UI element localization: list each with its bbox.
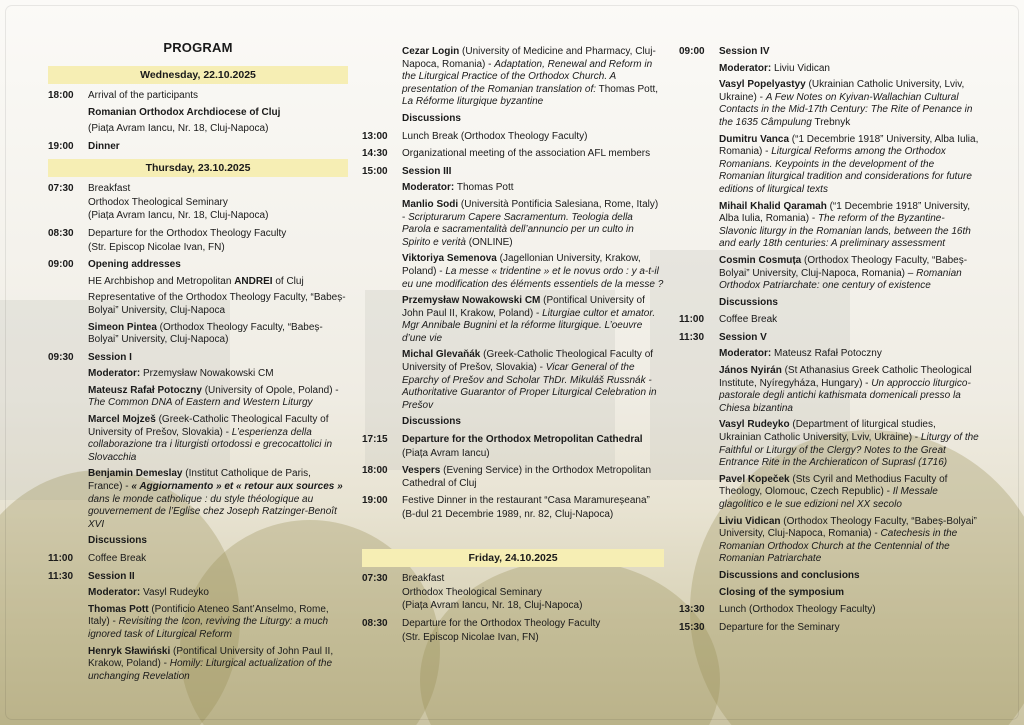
presentation: Cezar Login (University of Medicine and Pharmacy, Cluj-Napoca, Romania) - Adaptation, Renewal and Reform in the Liturgical Practice of the Orthodox Church. A presentation of the Romanian translation of: Thomas Pott, La Réforme liturgique byzantine	[402, 46, 659, 108]
time: 09:00	[679, 46, 705, 57]
time: 08:30	[362, 617, 388, 629]
event: Lunch (Orthodox Theology Faculty)	[719, 604, 876, 616]
presentation: Mihail Khalid Qaramah (“1 Decembrie 1918” University, Alba Iulia, Romania) - The reform of the Byzantine-Slavonic liturgy in the Romanian lands, between the 16th and early 18th centuries: A preliminary assessment	[719, 200, 971, 250]
day-header-friday: Friday, 24.10.2025	[362, 549, 664, 568]
time: 11:00	[679, 314, 705, 326]
schedule-row	[679, 314, 979, 327]
schedule-row	[48, 228, 348, 254]
session-title: Session V	[719, 331, 767, 343]
discussions: Discussions	[402, 112, 461, 124]
presentation: Henryk Sławiński (Pontifical University of John Paul II, Krakow, Poland) - Homily: Liturgical actualization of the unchanging Revelation	[88, 645, 334, 682]
event: Departure for the Orthodox Metropolitan Cathedral	[402, 434, 643, 446]
time: 07:30	[362, 573, 388, 585]
speaker: Simeon Pintea (Orthodox Theology Faculty, “Babeș-Bolyai” University, Cluj-Napoca)	[88, 321, 323, 346]
venue: Orthodox Theological Seminary	[402, 586, 542, 598]
discussions: Discussions	[402, 416, 461, 428]
time: 18:00	[362, 465, 388, 477]
event: Coffee Break	[719, 314, 778, 326]
presentation: János Nyirán (St Athanasius Greek Catholic Theological Institute, Nyíregyháza, Hungary) - Un approccio liturgico-pastorale degli antichi kathismata domenicali presso la Chiesa bizantina	[719, 365, 972, 414]
presentation-block	[402, 46, 664, 126]
schedule-row	[679, 332, 979, 599]
time: 11:00	[48, 553, 74, 564]
time: 19:00	[48, 140, 74, 152]
address: (Piața Avram Iancu, Nr. 18, Cluj-Napoca)	[402, 600, 583, 612]
discussions: Discussions	[88, 535, 147, 547]
presentation: Benjamin Demeslay (Institut Catholique de Paris, France) - « Aggiornamento » et « retour aux sources » dans le monde catholique : du style théologique au gouvernement de l’Eglise chez Joseph Ratzinger-Benoît XVI	[88, 468, 343, 530]
session-title: Session III	[402, 165, 452, 177]
time: 18:00	[48, 90, 74, 102]
speaker: HE Archbishop and Metropolitan ANDREI of Cluj	[88, 275, 304, 287]
schedule-row	[48, 183, 348, 223]
presentation: Manlio Sodi (Università Pontificia Salesiana, Rome, Italy) - Scripturarum Capere Sacramentum. Teologia della Parola e sacramentalità dell’annuncio per un culto in Spirito e verità (ONLINE)	[402, 198, 659, 248]
event: Breakfast	[402, 573, 445, 585]
presentation: Thomas Pott (Pontificio Ateneo Sant’Anselmo, Rome, Italy) - Revisiting the Icon, reviving the Liturgy: a much ignored task of Liturgical Reform	[88, 603, 329, 640]
day-header-thursday: Thursday, 23.10.2025	[48, 159, 348, 178]
event: Organizational meeting of the association AFL members	[402, 148, 651, 160]
schedule-row	[48, 259, 348, 347]
time: 11:30	[679, 331, 705, 343]
column-3	[679, 46, 979, 639]
event: Arrival of the participants	[88, 90, 199, 102]
schedule-row	[48, 352, 348, 548]
time: 09:00	[48, 259, 74, 271]
event: Festive Dinner in the restaurant “Casa Maramureșeana”	[402, 495, 650, 507]
discussions: Discussions	[719, 296, 778, 308]
time: 19:00	[362, 495, 388, 507]
address: (Str. Episcop Nicolae Ivan, FN)	[88, 241, 225, 253]
schedule-row	[48, 141, 348, 154]
session-title: Session IV	[719, 46, 770, 57]
time: 13:30	[679, 604, 705, 616]
day-header-wednesday: Wednesday, 22.10.2025	[48, 66, 348, 85]
schedule-row	[362, 131, 664, 144]
event: Coffee Break	[88, 553, 147, 564]
schedule-row	[362, 495, 664, 521]
event: Departure for the Seminary	[719, 621, 840, 633]
schedule-row	[679, 604, 979, 617]
event: Departure for the Orthodox Theology Faculty	[88, 227, 287, 239]
presentation: Przemysław Nowakowski CM (Pontifical University of John Paul II, Krakow, Poland) - Liturgiae cultor et amator. Mgr Annibale Bugnini et la réforme liturgique. L’oeuvre d’une vie	[402, 295, 656, 344]
moderator: Moderator: Przemysław Nowakowski CM	[88, 368, 274, 380]
speaker: Representative of the Orthodox Theology Faculty, “Babeș-Bolyai” University, Cluj-Napoca	[88, 292, 346, 316]
time: 08:30	[48, 227, 74, 239]
event: Lunch Break (Orthodox Theology Faculty)	[402, 130, 588, 142]
page-title: PROGRAM	[163, 40, 233, 55]
schedule-row	[362, 618, 664, 644]
moderator: Moderator: Thomas Pott	[402, 182, 514, 194]
presentation: Liviu Vidican (Orthodox Theology Faculty, “Babeș-Bolyai” University, Cluj-Napoca, Romania) - Catechesis in the Romanian Orthodox Church at the Centennial of the Romanian Patriarchate	[719, 515, 977, 565]
session-title: Session II	[88, 570, 135, 582]
moderator: Moderator: Mateusz Rafał Potoczny	[719, 348, 882, 360]
time: 13:00	[362, 130, 388, 142]
session-title: Session I	[88, 351, 132, 363]
address: (Str. Episcop Nicolae Ivan, FN)	[402, 631, 539, 643]
time: 17:15	[362, 434, 388, 446]
time: 15:30	[679, 621, 705, 633]
event: Departure for the Orthodox Theology Faculty	[402, 617, 601, 629]
address: (B-dul 21 Decembrie 1989, nr. 82, Cluj-Napoca)	[402, 509, 614, 520]
schedule-row	[48, 90, 348, 136]
event: Breakfast	[88, 183, 131, 195]
moderator: Moderator: Liviu Vidican	[719, 62, 830, 74]
presentation: Dumitru Vanca (“1 Decembrie 1918” University, Alba Iulia, Romania) - Liturgical Reforms among the Orthodox Romanians. Keypoints in the development of the Romanian liturgical tradition and considerations for future editions of liturgical texts	[719, 133, 979, 195]
presentation: Michal Glevaňák (Greek-Catholic Theological Faculty of University of Prešov, Slovakia) - Vicar General of the Eparchy of Prešov and Scholar ThDr. Mikuláš Russnák - Authoritative Guarantor of Proper Liturgical Celebration in Prešov	[402, 349, 657, 411]
column-1	[48, 40, 348, 688]
presentation: Mateusz Rafał Potoczny (University of Opole, Poland) - The Common DNA of Eastern and Western Liturgy	[88, 384, 339, 409]
address: (Piața Avram Iancu, Nr. 18, Cluj-Napoca)	[88, 123, 269, 135]
address: (Piața Avram Iancu)	[402, 447, 490, 459]
time: 15:00	[362, 165, 388, 177]
event: Vespers (Evening Service) in the Orthodox Metropolitan Cathedral of Cluj	[402, 465, 652, 489]
time: 09:30	[48, 351, 74, 363]
schedule-row	[362, 434, 664, 460]
schedule-row	[362, 573, 664, 613]
presentation: Vasyl Rudeyko (Department of liturgical studies, Ukrainian Catholic University, Lviv, Ukraine) - Liturgy of the Faithful or Liturgy of the Clergy? Notes to the Great Entrance Rite in the Archieraticon of Suprasl (1716)	[719, 419, 979, 469]
schedule-row	[362, 166, 664, 429]
schedule-row	[679, 622, 979, 635]
time: 14:30	[362, 148, 388, 160]
time: 07:30	[48, 183, 74, 195]
schedule-row	[679, 46, 979, 309]
presentation: Cosmin Cosmuța (Orthodox Theology Faculty, “Babeș-Bolyai” University, Cluj-Napoca, Romania) – Romanian Orthodox Patriarchate: one century of existence	[719, 254, 968, 292]
schedule-row	[48, 553, 348, 566]
column-2	[362, 46, 664, 649]
venue: Orthodox Theological Seminary	[88, 196, 228, 208]
event: Opening addresses	[88, 259, 181, 271]
schedule-row	[362, 465, 664, 490]
moderator: Moderator: Vasyl Rudeyko	[88, 587, 209, 599]
presentation: Pavel Kopeček (Sts Cyril and Methodius Faculty of Theology, Olomouc, Czech Republic) - Il Messale glagolitico e le sue edizioni nel XX secolo	[719, 473, 948, 510]
presentation: Marcel Mojzeš (Greek-Catholic Theological Faculty of University of Prešov, Slovakia) - L’esperienza della collaborazione tra i liturgisti ortodossi e grecocattolici in Slovacchia	[88, 414, 333, 463]
discussions: Discussions and conclusions	[719, 569, 860, 581]
presentation: Viktoriya Semenova (Jagellonian University, Krakow, Poland) - La messe « tridentine » et le novus ordo : y a-t-il eu une modification des éléments essentiels de la messe ?	[402, 253, 664, 290]
time: 11:30	[48, 570, 74, 582]
schedule-row	[48, 571, 348, 684]
event: Dinner	[88, 140, 120, 152]
schedule-row	[362, 148, 664, 161]
closing: Closing of the symposium	[719, 586, 845, 598]
address: (Piața Avram Iancu, Nr. 18, Cluj-Napoca)	[88, 210, 269, 222]
venue: Romanian Orthodox Archdiocese of Cluj	[88, 106, 281, 118]
presentation: Vasyl Popelyastyy (Ukrainian Catholic University, Lviv, Ukraine) - A Few Notes on Kyivan-Wallachian Cultural Contacts in the Mid-17th Century: The Rite of Penance in the 1635 Câmpulung Trebnyk	[719, 79, 973, 128]
